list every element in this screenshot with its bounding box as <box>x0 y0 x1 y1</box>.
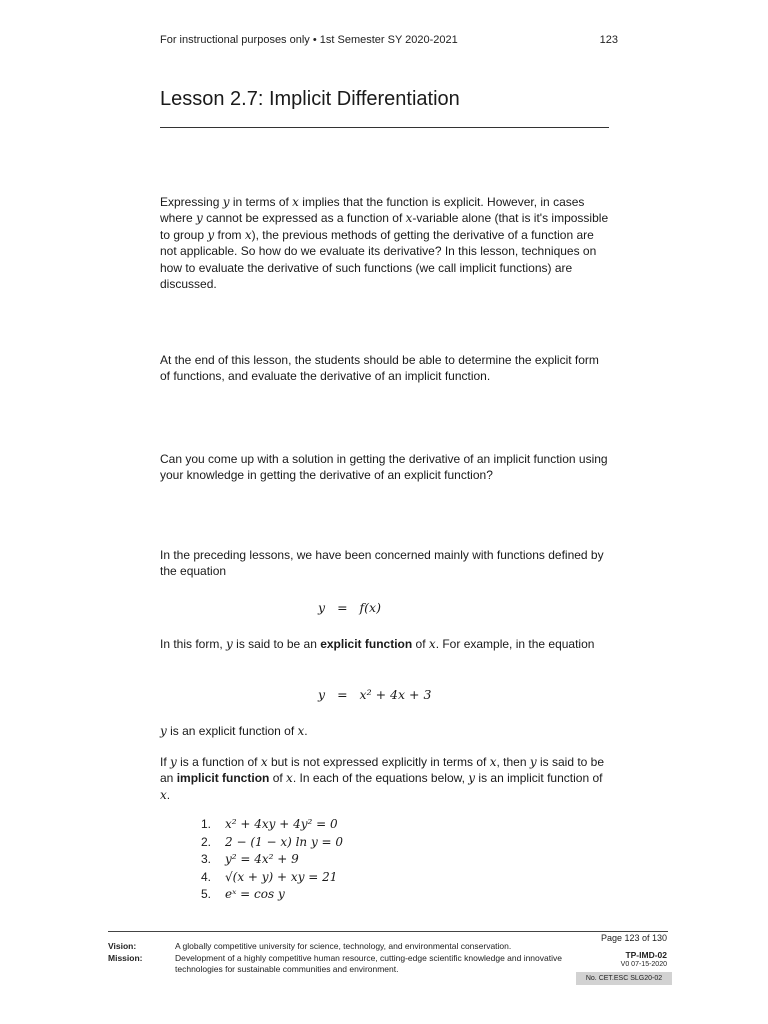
header-semester-text: For instructional purposes only • 1st Semester SY 2020-2021 <box>160 34 458 46</box>
equation-explicit-general: y = f(x) <box>318 600 381 615</box>
slg-code-badge: No. CET.ESC SLG20-02 <box>576 972 672 985</box>
implicit-function-term: implicit function <box>176 771 270 786</box>
list-item: 4. √(x + y) + xy = 21 <box>201 869 338 884</box>
vision-text: A globally competitive university for science, technology, and environmental conservation. <box>175 941 512 951</box>
footer-divider <box>108 931 668 932</box>
header-page-number: 123 <box>599 34 618 46</box>
list-item: 1. x² + 4xy + 4y² = 0 <box>201 817 338 831</box>
explicit-function-term: explicit function <box>320 637 413 651</box>
page-counter: Page 123 of 130 <box>600 933 667 943</box>
mission-label: Mission: <box>108 953 143 963</box>
list-item: 5. eˣ = cos y <box>201 887 285 901</box>
intro-paragraph: Expressing y in terms of x implies that the function is explicit. However, in cases where y cannot be expressed as a function of x-variable alone (that is it's impossible to group y from x), the previous methods of getting the derivative of a function are not applicable. So how do we evaluate its derivative? In this lesson, techniques on how to evaluate the derivative of such functions (we call implicit functions) are discussed. <box>160 195 609 292</box>
implicit-equation-list <box>201 817 343 905</box>
title-divider <box>160 127 609 128</box>
explicit-statement: y is an explicit function of x. <box>160 724 308 738</box>
preceding-paragraph: In the preceding lessons, we have been concerned mainly with functions defined by the equation <box>160 548 604 579</box>
list-item: 2. 2 − (1 − x) ln y = 0 <box>201 834 344 849</box>
vision-label: Vision: <box>108 941 137 951</box>
mission-text: Development of a highly competitive human resource, cutting-edge scientific knowledge and innovative technologies for sustainable communities and environment. <box>175 953 562 974</box>
page-header <box>160 34 618 50</box>
implicit-definition-paragraph: If y is a function of x but is not expressed explicitly in terms of x, then y is said to be an implicit function of x. In each of the equations below, y is an implicit function of x. <box>160 755 605 802</box>
document-code: TP-IMD-02 <box>625 950 667 960</box>
list-item: 3. y² = 4x² + 9 <box>201 852 299 866</box>
lesson-title: Lesson 2.7: Implicit Differentiation <box>160 88 460 110</box>
explicit-definition-paragraph: In this form, y is said to be an explicit function of x. For example, in the equation <box>160 637 595 651</box>
equation-explicit-example: y = x² + 4x + 3 <box>318 687 432 702</box>
question-paragraph: Can you come up with a solution in getting the derivative of an implicit function using your knowledge in getting the derivative of an explicit function? <box>160 452 608 483</box>
objective-paragraph: At the end of this lesson, the students should be able to determine the explicit form of functions, and evaluate the derivative of an implicit function. <box>160 353 599 384</box>
document-version: V0 07-15-2020 <box>620 961 667 968</box>
